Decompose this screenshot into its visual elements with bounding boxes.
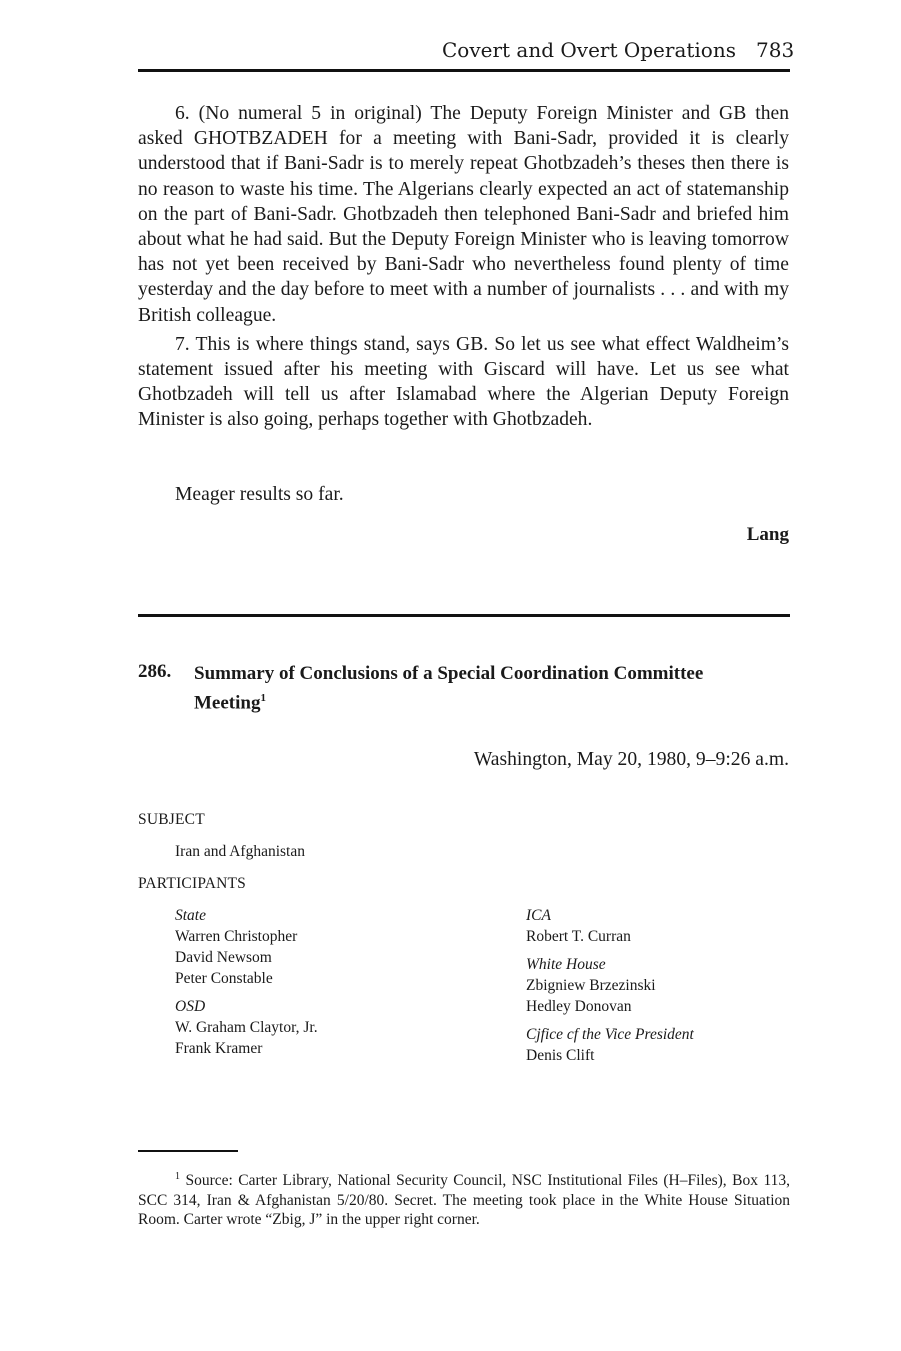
participant-name: Robert T. Curran <box>526 928 631 945</box>
footnote-text: Source: Carter Library, National Security Council, NSC Institutional Files (H–Files), Box 113, SCC 314, Iran & Afghanistan 5/20/80. Secret. The meeting took place in the White House Situation Room. Carter wrote “Zbig, J” in the upper right corner. <box>138 1172 790 1229</box>
participant-group: White House <box>526 956 606 973</box>
subject-label: SUBJECT <box>138 811 205 828</box>
participant-name: Frank Kramer <box>175 1040 263 1057</box>
footnote-ref: 1 <box>260 692 266 704</box>
body-text <box>138 101 789 433</box>
document-title <box>194 661 754 715</box>
paragraph-7: 7. This is where things stand, says GB. So let us see what effect Waldheim’s statement issued after his meeting with Giscard will have. Let us see what Ghotbzadeh will tell us after Islamabad where the Algerian Deputy Foreign Minister is also going, perhaps together with Ghotbzadeh. <box>138 333 789 431</box>
running-header-title: Covert and Overt Operations <box>441 38 736 62</box>
footnote-marker: 1 <box>175 1171 180 1182</box>
participant-name: Denis Clift <box>526 1047 595 1064</box>
dateline: Washington, May 20, 1980, 9–9:26 a.m. <box>473 749 789 770</box>
section-divider <box>138 614 790 617</box>
signature: Lang <box>746 524 789 545</box>
paragraph-6: 6. (No numeral 5 in original) The Deputy Foreign Minister and GB then asked GHOTBZADEH for a meeting with Bani-Sadr, provided it is clearly understood that if Bani-Sadr is to merely repeat Ghotbzadeh’s theses then there is no reason to waste his time. The Algerians clearly expected an act of statemanship on the part of Bani-Sadr. Ghotbzadeh then telephoned Bani-Sadr and briefed him about what he had said. But the Deputy Foreign Minister who is leaving tomorrow has not yet been received by Bani-Sadr who nevertheless found plenty of time yesterday and the day before to meet with a number of journalists . . . and with my British colleague. <box>138 103 789 326</box>
participant-name: Zbigniew Brzezinski <box>526 977 656 994</box>
participant-name: W. Graham Claytor, Jr. <box>175 1019 318 1036</box>
page-number: 783 <box>756 38 795 62</box>
participant-name: David Newsom <box>175 949 272 966</box>
footnote <box>138 1167 790 1230</box>
document-title-text: Summary of Conclusions of a Special Coordination Committee Meeting <box>194 663 704 714</box>
participant-group: OSD <box>175 998 206 1015</box>
participant-group: Cjfice cf the Vice President <box>526 1026 694 1043</box>
participant-group: ICA <box>526 907 551 924</box>
footnote-rule <box>138 1150 238 1152</box>
participants-right-column <box>526 905 826 1066</box>
participant-group: State <box>175 907 206 924</box>
participants-label: PARTICIPANTS <box>138 875 247 892</box>
subject-value: Iran and Afghanistan <box>175 843 305 860</box>
closing-line: Meager results so far. <box>175 484 344 505</box>
participant-name: Hedley Donovan <box>526 998 632 1015</box>
participant-name: Peter Constable <box>175 970 273 987</box>
document-number: 286. <box>138 661 172 682</box>
participant-name: Warren Christopher <box>175 928 298 945</box>
participants-left-column <box>175 905 475 1059</box>
header-rule <box>138 69 790 72</box>
